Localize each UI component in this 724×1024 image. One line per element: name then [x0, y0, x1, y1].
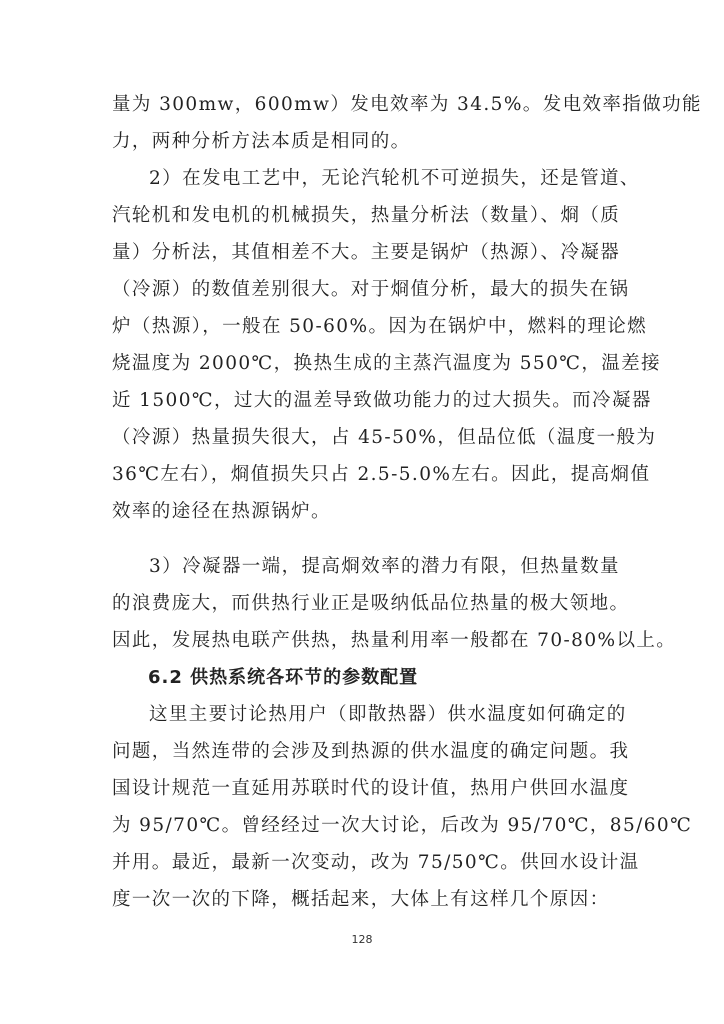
paragraph-efficiency-continuation — [112, 86, 702, 160]
text-line: 问题，当然连带的会涉及到热源的供水温度的确定问题。我 — [112, 741, 630, 762]
text-line: 效率的途径在热源锅炉。 — [112, 501, 331, 522]
section-heading: 6.2 供热系统各环节的参数配置 — [148, 667, 419, 688]
paragraph-point-3 — [112, 548, 677, 659]
text-line: 因此，发展热电联产供热，热量利用率一般都在 70-80%以上。 — [112, 630, 677, 651]
text-line: 炉（热源），一般在 50-60%。因为在锅炉中，燃料的理论燃 — [112, 316, 648, 337]
text-line: 3）冷凝器一端，提高烱效率的潜力有限，但热量数量 — [149, 556, 620, 577]
text-line: 汽轮机和发电机的机械损失，热量分析法（数量）、烱（质 — [112, 205, 621, 226]
paragraph-supply-temperature — [112, 696, 693, 918]
text-line: 度一次一次的下降，概括起来，大体上有这样几个原因： — [112, 889, 610, 910]
text-line: （冷源）热量损失很大，占 45-50%，但品位低（温度一般为 — [112, 427, 657, 448]
text-line: 国设计规范一直延用苏联时代的设计值，热用户供回水温度 — [112, 778, 630, 799]
text-line: 量）分析法，其值相差不大。主要是锅炉（热源）、冷凝器 — [112, 242, 621, 263]
text-line: 这里主要讨论热用户（即散热器）供水温度如何确定的 — [149, 704, 627, 725]
text-line: 力，两种分析方法本质是相同的。 — [112, 131, 411, 152]
paragraph-point-2 — [112, 160, 661, 530]
text-line: 烧温度为 2000℃，换热生成的主蒸汽温度为 550℃，温差接 — [112, 353, 661, 374]
page-number: 128 — [351, 933, 373, 946]
text-line: 量为 300mw，600mw）发电效率为 34.5%。发电效率指做功能 — [112, 94, 702, 115]
text-line: 2）在发电工艺中，无论汽轮机不可逆损失，还是管道、 — [149, 168, 640, 189]
text-line: 36℃左右），烱值损失只占 2.5-5.0%左右。因此，提高烱值 — [112, 464, 651, 485]
text-line: 的浪费庞大，而供热行业正是吸纳低品位热量的极大领地。 — [112, 593, 630, 614]
text-line: 近 1500℃，过大的温差导致做功能力的过大损失。而冷凝器 — [112, 390, 652, 411]
text-line: 并用。最近，最新一次变动，改为 75/50℃。供回水设计温 — [112, 852, 640, 873]
text-line: （冷源）的数值差别很大。对于烱值分析，最大的损失在锅 — [112, 279, 630, 300]
text-line: 为 95/70℃。曾经经过一次大讨论，后改为 95/70℃，85/60℃ — [112, 815, 693, 836]
